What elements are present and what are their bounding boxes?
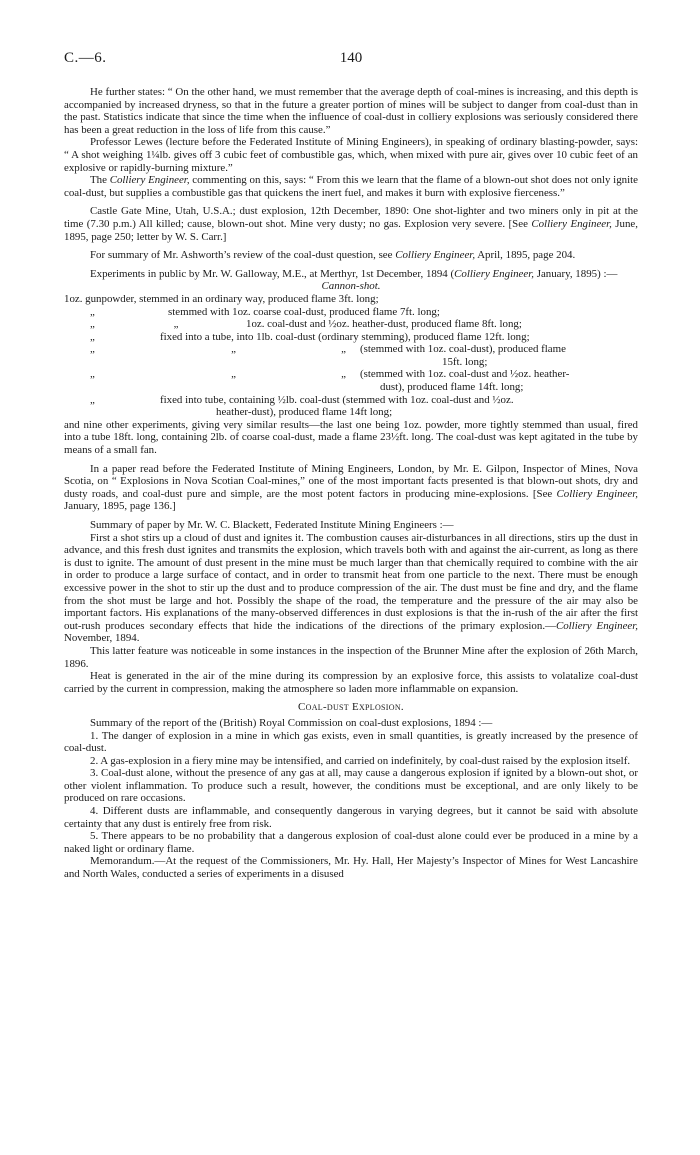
text-span: January, 1895) :—	[536, 267, 618, 280]
experiment-text: 1oz. coal-dust and ½oz. heather-dust, produced flame 8ft. long;	[246, 318, 522, 331]
experiment-row-continued: 15ft. long;	[442, 355, 488, 368]
ditto-mark: „	[90, 343, 95, 356]
ditto-mark: „	[341, 368, 346, 381]
cannon-shot-heading: Cannon-shot.	[321, 280, 381, 293]
paragraph-ashworth	[64, 249, 638, 262]
publication-title: Colliery Engineer,	[109, 174, 190, 187]
finding-3: 3. Coal-dust alone, without the presence of any gas at all, may cause a dangerous explosion if ignited by a blown-out shot, or other violent inflammation. To produce such a result, however, the conditions must be exceptional, and are only likely to be produced on rare occasions.	[64, 767, 638, 805]
ditto-mark: „	[90, 318, 95, 331]
publication-title: Colliery Engineer,	[556, 487, 638, 500]
ditto-mark: „	[231, 368, 236, 381]
paragraph-colliery-engineer-comment	[64, 174, 638, 199]
experiment-row-continued: heather-dust), produced flame 14ft long;	[216, 406, 393, 419]
experiment-row	[64, 331, 638, 344]
experiment-row	[64, 394, 638, 407]
experiment-row	[64, 343, 638, 356]
text-span: commenting on this, says: “ From this we learn that the flame of a blown-out shot does not only ignite coal-dust, but supplies a combustible gas that quickens the inert fuel, and makes it burn with explosive fierceness.”	[64, 174, 638, 199]
publication-title: Colliery Engineer,	[531, 217, 612, 230]
coal-dust-explosion-heading: Coal-dust Explosion.	[298, 701, 404, 714]
experiment-text: (stemmed with 1oz. coal-dust), produced flame	[360, 343, 566, 356]
paragraph-blackett-intro: Summary of paper by Mr. W. C. Blackett, Federated Institute Mining Engineers :—	[90, 519, 454, 531]
text-span: In a paper read before the Federated Institute of Mining Engineers, London, by Mr. E. Gilpon, Inspector of Mines, Nova Scotia, on “ Explosions in Nova Scotian Coal-mines,” one of the most important facts presented is that blown-out shots, dry and dusty roads, and coal-dust pure and simple, are the most potent factors in producing mine-explosions. [See	[64, 462, 638, 500]
paragraph-gilpon	[64, 463, 638, 513]
text-span: Castle Gate Mine, Utah, U.S.A.; dust explosion, 12th December, 1890: One shot-lighter and two miners only in pit at the time (7.30 p.m.) All killed; cause, blown-out shot. Mine very dusty; no gas. Explosion very severe. [See	[64, 205, 638, 230]
experiment-text: fixed into tube, containing ½lb. coal-dust (stemmed with 1oz. coal-dust and ½oz.	[160, 393, 514, 406]
text-span: November, 1894.	[64, 632, 140, 645]
finding-1: 1. The danger of explosion in a mine in which gas exists, even in small quantities, is greatly increased by the presence of coal-dust.	[64, 729, 638, 755]
ditto-mark: „	[90, 393, 95, 406]
finding-5: 5. There appears to be no probability that a dangerous explosion of coal-dust alone could ever be produced in a mine by a naked light or ordinary flame.	[64, 830, 638, 855]
document-code: C.—6.	[64, 50, 107, 66]
paragraph-heat: Heat is generated in the air of the mine during its compression by an explosive force, this assists to volatalize coal-dust carried by the current in compression, making the atmosphere so laden more inflammable on expansion.	[64, 670, 638, 695]
experiment-text: (stemmed with 1oz. coal-dust and ½oz. heather-	[360, 368, 570, 381]
experiment-row-continued: dust), produced flame 14ft. long;	[380, 381, 524, 394]
ditto-mark: „	[341, 343, 346, 356]
finding-2: 2. A gas-explosion in a fiery mine may be intensified, and carried on indefinitely, by coal-dust raised by the explosion itself.	[90, 754, 631, 767]
paragraph-blackett-summary	[64, 532, 638, 645]
text-span: The	[90, 174, 110, 187]
experiment-text: stemmed with 1oz. coarse coal-dust, produced flame 7ft. long;	[168, 305, 440, 318]
paragraph-royal-commission: Summary of the report of the (British) Royal Commission on coal-dust explosions, 1894 :—	[90, 716, 493, 729]
paragraph-lewes: Professor Lewes (lecture before the Federated Institute of Mining Engineers), in speaking of ordinary blasting-powder, says: “ A shot weighing 1¼lb. gives off 3 cubic feet of combustible gas, which, when mixed with pure air, gives over 10 cubic feet of an explosive or rapidly-burning mixture.”	[64, 136, 638, 174]
ditto-mark: „	[90, 330, 95, 343]
publication-title: Colliery Engineer,	[454, 267, 534, 280]
finding-4: 4. Different dusts are inflammable, and consequently dangerous in varying degrees, but it cannot be said with absolute certainty that any dust is entirely free from risk.	[64, 805, 638, 830]
text-span: April, 1895, page 204.	[477, 249, 576, 262]
experiment-row	[64, 368, 638, 381]
paragraph-castle-gate	[64, 205, 638, 243]
text-span: Experiments in public by Mr. W. Galloway, M.E., at Merthyr, 1st December, 1894 (	[90, 267, 455, 280]
ditto-mark: „	[173, 318, 179, 331]
paragraph-brunner: This latter feature was noticeable in some instances in the inspection of the Brunner Mine after the explosion of 26th March, 1896.	[64, 644, 638, 670]
ditto-mark: „	[90, 305, 95, 318]
publication-title: Colliery Engineer,	[395, 249, 476, 262]
experiment-text: fixed into a tube, into 1lb. coal-dust (ordinary stemming), produced flame 12ft. long;	[160, 330, 530, 343]
ditto-mark: „	[231, 343, 236, 356]
experiment-row	[64, 318, 638, 331]
text-span: January, 1895, page 136.]	[64, 500, 176, 513]
text-span: June, 1895, page 250; letter by W. S. Carr.]	[64, 217, 638, 243]
page-header	[64, 52, 638, 72]
paragraph-galloway	[64, 268, 638, 281]
publication-title: Colliery Engineer,	[555, 619, 638, 632]
experiment-row: 1oz. gunpowder, stemmed in an ordinary way, produced flame 3ft. long;	[64, 292, 379, 305]
page-number: 140	[339, 50, 363, 66]
experiment-row	[64, 306, 638, 319]
text-span: For summary of Mr. Ashworth’s review of the coal-dust question, see	[90, 249, 396, 262]
paragraph-memorandum: Memorandum.—At the request of the Commissioners, Mr. Hy. Hall, Her Majesty’s Inspector of Mines for West Lancashire and North Wales, conducted a series of experiments in a disused	[64, 855, 638, 881]
experiments-closing: and nine other experiments, giving very similar results—the last one being 1oz. powder, more tightly stemmed than usual, fired into a tube 18ft. long, containing 2lb. of coarse coal-dust, made a flame 23½ft. long. The coal-dust was kept agitated in the tube by means of a small fan.	[64, 418, 638, 457]
ditto-mark: „	[90, 368, 95, 381]
paragraph-further-states: He further states: “ On the other hand, we must remember that the average depth of coal-mines is increasing, and this depth is accompanied by increased dryness, so that in the future a greater portion of mines will be subject to danger from coal-dust than in the past. Statistics indicate that since the time when the influence of coal-dust in colliery explosions was seriously considered there has been a great reduction in the loss of life from this cause.”	[64, 86, 638, 136]
text-span: First a shot stirs up a cloud of dust and ignites it. The combustion causes air-disturbances in all directions, stirs up the dust in advance, and this fresh dust ignites and transmits the explosion, which travels both with and against the air-current, as long as there is dust to ignite. The amount of dust present in the mine must be much larger than that chemically required to combine with the air in order to produce a large surface of contact, and in order to transmit heat from one particle to the next. There must be enough excessive power in the shot to stir up the dust and to produce compression of the air. The dust must be fine and dry, and the flame from the shot must be large and hot. Possibly the shape of the road, the temperature and the pressure of the air may also be important factors. His explanations of the many-observed differences in dust explosions is that the in-rush of the air after the first out-rush produces secondary effects that hide the indications of the directions of the primary explosion.—	[64, 531, 638, 632]
page-body	[64, 86, 638, 881]
